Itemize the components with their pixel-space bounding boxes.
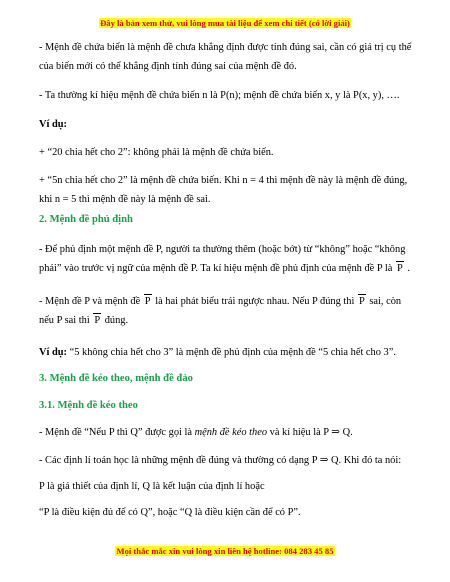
paragraph-implication-definition: [39, 423, 413, 442]
p-bar-symbol: P: [144, 296, 151, 307]
paragraph-negation-opposite: [39, 292, 413, 330]
paragraph-sufficient-necessary: “P là điều kiện đủ để có Q”, hoặc “Q là điều kiện cần để có P”.: [39, 507, 301, 518]
negation-example-label: Ví dụ:: [39, 347, 68, 358]
paragraph-variable-proposition-notation: - Ta thường kí hiệu mệnh đề chứa biến n là P(n); mệnh đề chứa biến x, y là P(x, y), ….: [39, 90, 400, 101]
section-heading-implication: 3. Mệnh đề kéo theo, mệnh đề đảo: [39, 373, 193, 384]
p-bar-symbol: P: [94, 315, 101, 326]
hotline-text: Mọi thắc mắc xin vui lòng xin liên hệ hotline: 084 283 45 85: [116, 546, 334, 556]
paragraph-example-2: + “5n chia hết cho 2” là mệnh đề chứa biến. Khi n = 4 thì mệnh đề này là mệnh đề đúng, khi n = 5 thì mệnh đề này là mệnh đề sai.: [39, 175, 408, 205]
p-bar-symbol: P: [396, 263, 403, 274]
implication-term: mệnh đề kéo theo: [194, 427, 268, 438]
section-heading-negation: 2. Mệnh đề phủ định: [39, 214, 133, 225]
paragraph-variable-proposition-definition: - Mệnh đề chứa biến là mệnh đề chưa khẳng định được tính đúng sai, cần có giá trị cụ thể của biến mới có thể khẳng định tính đúng sai của mệnh đề đó.: [39, 42, 412, 72]
preview-notice-text: Đây là bản xem thử, vui lòng mua tài liệu để xem chi tiết (có lời giải): [100, 18, 350, 28]
subsection-heading-implication: 3.1. Mệnh đề kéo theo: [39, 400, 138, 411]
paragraph-hypothesis-conclusion: P là giả thiết của định lí, Q là kết luận của định lí hoặc: [39, 481, 265, 492]
p-bar-symbol: P: [358, 296, 365, 307]
negation-opposite-text-d: đúng.: [104, 315, 129, 326]
paragraph-negation-definition: [39, 240, 413, 278]
paragraph-theorem-form: - Các định lí toán học là những mệnh đề đúng và thường có dạng P ⇒ Q. Khi đó ta nói:: [39, 455, 402, 466]
negation-definition-text: - Để phủ định một mệnh đề P, người ta thường thêm (hoặc bớt) từ “không” hoặc “không phải” vào trước vị ngữ của mệnh đề P. Ta kí hiệu mệnh đề phủ định của mệnh đề P là: [39, 244, 406, 274]
negation-opposite-text-b: là hai phát biểu trái ngược nhau. Nếu P đúng thì: [155, 296, 355, 307]
hotline-banner: [0, 546, 450, 556]
negation-opposite-text-a: - Mệnh đề P và mệnh đề: [39, 296, 141, 307]
implication-text-b: và kí hiệu là P ⇒ Q.: [267, 427, 353, 438]
negation-definition-end: .: [404, 263, 410, 274]
example-label: Ví dụ:: [39, 119, 68, 130]
implication-text-a: - Mệnh đề “Nếu P thì Q” được gọi là: [39, 427, 195, 438]
paragraph-example-1: + “20 chia hết cho 2”: không phải là mệnh đề chứa biến.: [39, 147, 274, 158]
preview-notice-banner: [0, 18, 450, 28]
paragraph-negation-example: [39, 343, 413, 362]
negation-opposite-text-c: sai, còn nếu P sai thì: [39, 296, 402, 326]
negation-example-text: “5 không chia hết cho 3” là mệnh đề phủ định của mệnh đề “5 chia hết cho 3”.: [67, 347, 396, 358]
